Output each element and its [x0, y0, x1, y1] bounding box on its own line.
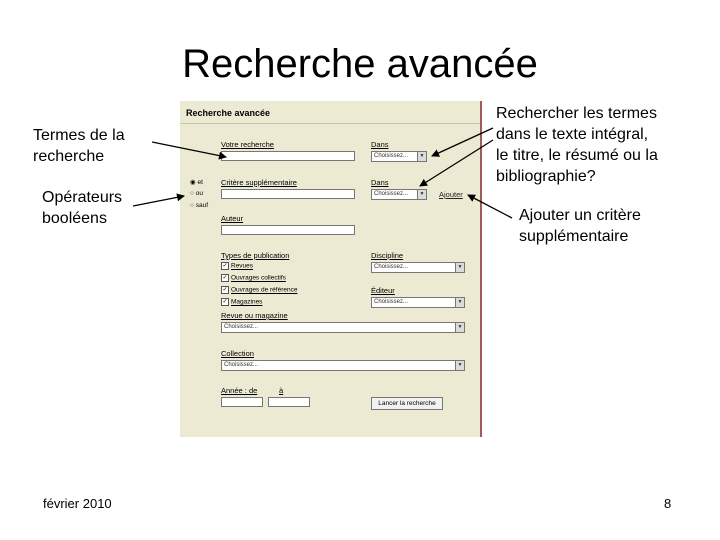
check-icon: ✓: [222, 287, 228, 293]
dans-label-1: Dans: [371, 140, 389, 149]
radio-label: ou: [195, 190, 203, 197]
select-value: Choisissez...: [374, 191, 409, 197]
arrow-rechercher-2: [420, 140, 493, 186]
arrow-ajouter: [468, 195, 512, 218]
editeur-label: Éditeur: [371, 286, 395, 295]
chevron-down-icon: ▼: [455, 323, 464, 332]
chevron-down-icon: ▼: [455, 263, 464, 272]
chevron-down-icon: ▼: [417, 190, 426, 199]
radio-label: sauf: [195, 202, 209, 209]
arrow-termes: [152, 142, 226, 157]
radio-sauf[interactable]: ○ sauf: [190, 202, 209, 209]
critere-label: Critère supplémentaire: [221, 178, 297, 187]
callout-line: Ajouter un critère: [519, 207, 641, 224]
arrow-operateurs: [133, 196, 184, 206]
collection-label: Collection: [221, 349, 254, 358]
check-icon: ✓: [222, 275, 228, 281]
select-value: Choisissez...: [374, 153, 409, 159]
auteur-label: Auteur: [221, 214, 244, 223]
callout-line: supplémentaire: [519, 228, 629, 245]
types-label: Types de publication: [221, 251, 290, 260]
callout-line: Rechercher les termes: [496, 105, 657, 122]
dans-label-2: Dans: [371, 178, 389, 187]
callout-line: dans le texte intégral,: [496, 126, 649, 143]
submit-button[interactable]: Lancer la recherche: [371, 397, 443, 410]
callout-line: recherche: [33, 148, 105, 165]
chevron-down-icon: ▼: [417, 152, 426, 161]
callout-line: bibliographie?: [496, 168, 596, 185]
radio-et[interactable]: ◉ et: [190, 179, 203, 186]
callout-line: Termes de la: [33, 127, 125, 144]
arrow-rechercher-1: [432, 128, 493, 156]
select-value: Choisissez...: [224, 362, 259, 368]
callout-line: booléens: [42, 210, 107, 227]
check-icon: ✓: [222, 263, 228, 269]
callout-line: Opérateurs: [42, 189, 123, 206]
revue-label: Revue ou magazine: [221, 311, 288, 320]
form-title: Recherche avancée: [186, 108, 271, 118]
checkbox-label: Ouvrages de référence: [231, 286, 298, 294]
annee-label: Année : de: [221, 386, 258, 395]
chevron-down-icon: ▼: [455, 298, 464, 307]
footer-date: février 2010: [43, 496, 112, 511]
select-value: Choisissez...: [224, 324, 259, 330]
callout-line: le titre, le résumé ou la: [496, 147, 658, 164]
select-value: Choisissez...: [374, 264, 409, 270]
page-number: 8: [664, 496, 672, 511]
annee-a-label: à: [279, 386, 284, 395]
select-value: Choisissez...: [374, 299, 409, 305]
ajouter-link[interactable]: Ajouter: [439, 190, 463, 199]
slide-title: Recherche avancée: [182, 42, 538, 86]
checkbox-label: Ouvrages collectifs: [231, 274, 286, 282]
votre-recherche-label: Votre recherche: [221, 140, 274, 149]
radio-label: et: [197, 179, 203, 186]
discipline-label: Discipline: [371, 251, 404, 260]
chevron-down-icon: ▼: [455, 361, 464, 370]
checkbox-label: Magazines: [231, 298, 263, 306]
checkbox-label: Revues: [231, 262, 254, 270]
radio-ou[interactable]: ○ ou: [190, 190, 203, 197]
check-icon: ✓: [222, 299, 228, 305]
